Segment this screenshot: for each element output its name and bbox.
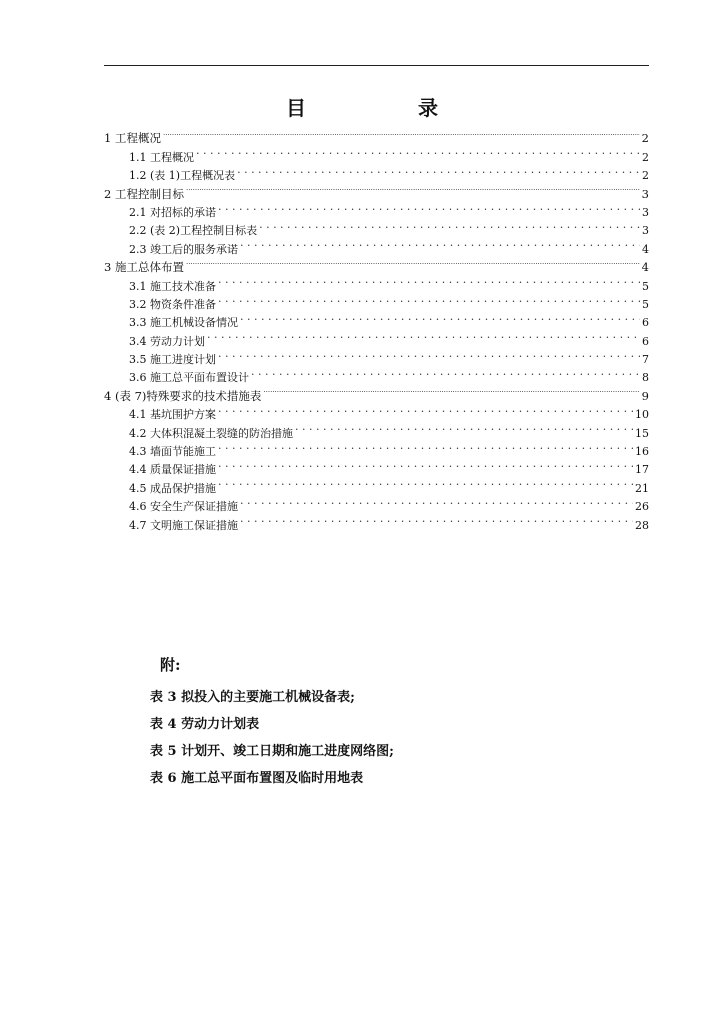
toc-entry-page: 6 [642,334,649,348]
toc-entry-label: 3.3 施工机械设备情况 [129,316,238,330]
appendix-item: 表 6 施工总平面布置图及临时用地表 [150,771,364,786]
toc-entry-page: 3 [642,205,649,219]
toc-dot-leader [240,234,640,252]
toc-entry-label: 3.5 施工进度计划 [129,353,216,367]
toc-entry-page: 6 [642,316,649,330]
toc-entry-page: 4 [642,242,649,256]
toc-entry-label: 4.3 墙面节能施工 [129,445,216,459]
toc-entry-page: 3 [641,186,649,201]
appendix-item: 表 3 拟投入的主要施工机械设备表; [150,690,355,705]
toc-entry-page: 4 [641,260,649,275]
appendix-heading: 附: [160,656,181,674]
toc-entry-page: 3 [642,224,649,238]
toc-entry-label: 1 工程概况 [104,131,161,146]
toc-entry-label: 3.1 施工技术准备 [129,279,216,293]
toc-dot-leader [186,253,640,271]
toc-dot-leader [218,271,640,289]
toc-entry-label: 2.3 竣工后的服务承诺 [129,242,238,256]
toc-dot-leader [263,381,639,399]
toc-entry-label: 2.1 对招标的承诺 [129,205,216,219]
toc-entry-label: 4.5 成品保护措施 [129,481,216,495]
toc-dot-leader [259,216,640,234]
toc-entry-page: 2 [642,150,649,164]
toc-entry-page: 5 [642,279,649,293]
toc-entry-page: 2 [642,169,649,183]
toc-entry[interactable] [104,271,649,293]
toc-dot-leader [218,400,633,418]
toc-entry-page: 8 [642,371,649,385]
toc-entry-page: 10 [635,408,649,422]
toc-dot-leader [295,418,633,436]
table-of-contents [104,124,649,532]
toc-entry-page: 9 [641,388,649,403]
toc-dot-leader [163,124,640,142]
toc-entry-page: 17 [635,463,649,477]
toc-dot-leader [240,492,633,510]
page-title: 目 录 [286,96,484,120]
toc-dot-leader [218,198,640,216]
appendix-item: 表 4 劳动力计划表 [150,717,260,732]
toc-dot-leader [207,326,640,344]
toc-dot-leader [237,161,640,179]
toc-entry-label: 4.6 安全生产保证措施 [129,500,238,514]
toc-dot-leader [218,455,633,473]
toc-entry-page: 5 [642,297,649,311]
appendix-item: 表 5 计划开、竣工日期和施工进度网络图; [150,744,394,759]
toc-entry[interactable] [104,198,649,219]
appendix-list [150,684,394,792]
toc-entry-label: 3.2 物资条件准备 [129,297,216,311]
toc-dot-leader [251,363,640,381]
toc-dot-leader [196,142,640,160]
toc-dot-leader [240,308,640,326]
toc-entry-page: 7 [642,353,649,367]
toc-entry-label: 2.2 (表 2)工程控制目标表 [129,224,258,238]
toc-entry-page: 26 [635,500,649,514]
toc-entry-label: 1.2 (表 1)工程概况表 [129,169,236,183]
toc-entry[interactable] [104,179,649,201]
toc-entry-page: 21 [635,481,649,495]
toc-dot-leader [218,473,633,491]
toc-entry-label: 3 施工总体布置 [104,260,184,275]
toc-dot-leader [218,437,633,455]
toc-entry-label: 3.4 劳动力计划 [129,334,205,348]
toc-entry-page: 16 [635,445,649,459]
toc-entry-page: 28 [635,518,649,532]
toc-dot-leader [218,345,640,363]
toc-entry[interactable] [104,124,649,146]
header-rule [104,65,649,66]
toc-dot-leader [218,290,640,308]
toc-entry-label: 4.4 质量保证措施 [129,463,216,477]
toc-dot-leader [240,510,633,528]
toc-entry-label: 3.6 施工总平面布置设计 [129,371,249,385]
toc-dot-leader [186,179,640,197]
toc-entry[interactable] [104,142,649,164]
toc-entry-label: 1.1 工程概况 [129,150,194,164]
toc-entry-label: 4 (表 7)特殊要求的技术措施表 [104,388,262,403]
toc-entry-label: 4.7 文明施工保证措施 [129,518,238,532]
toc-entry-label: 4.2 大体积混凝土裂缝的防治措施 [129,426,293,440]
toc-entry[interactable] [104,253,649,275]
toc-entry-page: 15 [635,426,649,440]
toc-entry-label: 2 工程控制目标 [104,186,184,201]
toc-entry-page: 2 [641,131,649,146]
toc-entry-label: 4.1 基坑围护方案 [129,408,216,422]
